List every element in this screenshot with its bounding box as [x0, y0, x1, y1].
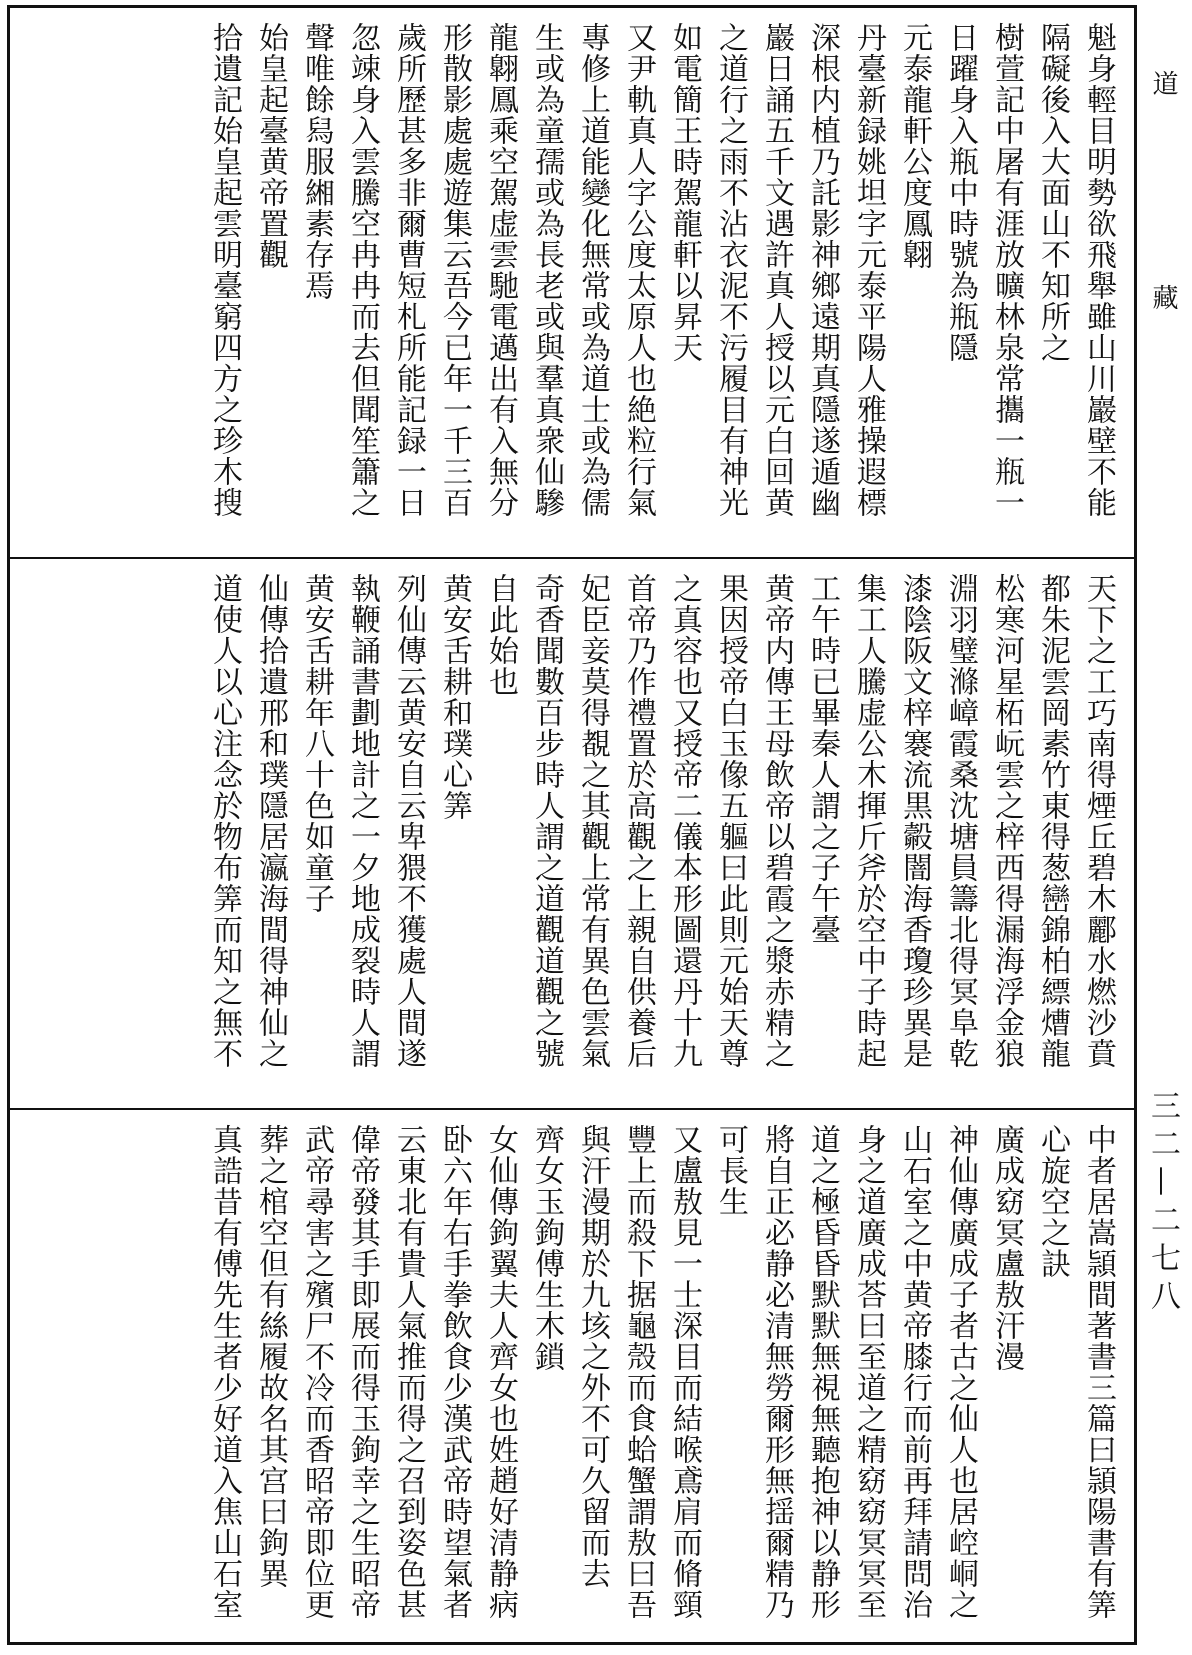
text-column: 中者居嵩頴間著書三篇曰頴陽書有筭	[1081, 1124, 1116, 1620]
text-column: 道之極昏昏默默無視無聽抱神以静形	[805, 1124, 840, 1620]
text-column: 齊女玉鉤傅生木鎖	[529, 1124, 564, 1372]
column-group	[20, 573, 1120, 1100]
text-column: 山石室之中黄帝膝行而前再拜請問治	[897, 1124, 932, 1620]
page-number: 三二—二七八	[1145, 1090, 1180, 1318]
text-column: 神仙傳廣成子者古之仙人也居崆峒之	[943, 1124, 978, 1620]
text-column: 松寒河星柘岏雲之梓西得漏海浮金狼	[989, 573, 1024, 1069]
side-margin	[1142, 0, 1192, 1655]
text-panel-middle	[10, 559, 1134, 1110]
text-column: 女仙傳鉤翼夫人齊女也姓趙好清静病	[483, 1124, 518, 1620]
text-column: 深根内植乃託影神鄉遠期真隱遂遁幽	[805, 22, 840, 518]
text-column: 如電簡王時駕龍軒以昇天	[667, 22, 702, 363]
text-column: 真誥昔有傅先生者少好道入焦山石室	[207, 1124, 242, 1620]
text-column: 隔礙後入大面山不知所之	[1035, 22, 1070, 363]
text-column: 執鞭誦書劃地計之一夕地成裂時人謂	[345, 573, 380, 1069]
text-column: 聲唯餘舄服緗素存焉	[299, 22, 334, 301]
text-column: 首帝乃作禮置於高觀之上親自供養后	[621, 573, 656, 1069]
text-column: 集工人騰虚公木揮斤斧於空中子時起	[851, 573, 886, 1069]
text-column: 又盧敖見一士深目而結喉鳶肩而脩頸	[667, 1124, 702, 1620]
text-column: 專修上道能變化無常或為道士或為儒	[575, 22, 610, 518]
text-column: 葬之棺空但有絲履故名其宫曰鉤異	[253, 1124, 288, 1589]
text-column: 都朱泥雲岡素竹東得葱巒錦柏縹㷮龍	[1035, 573, 1070, 1069]
text-column: 魁身輕目明勢欲飛舉雖山川巖壁不能	[1081, 22, 1116, 518]
text-column: 心旋空之訣	[1035, 1124, 1070, 1279]
column-group	[20, 22, 1120, 549]
text-column: 偉帝發其手即展而得玉鉤幸之生昭帝	[345, 1124, 380, 1620]
text-column: 仙傳拾遺邢和璞隱居瀛海間得神仙之	[253, 573, 288, 1069]
text-column: 形散影處處遊集云吾今已年一千三百	[437, 22, 472, 518]
text-column: 黄安舌耕和璞心筭	[437, 573, 472, 821]
text-column: 漆陰阪文梓褰流黒㲉闇海香瓊珍異是	[897, 573, 932, 1069]
text-panel-top	[10, 8, 1134, 559]
text-column: 又尹軌真人字公度太原人也絶粒行氣	[621, 22, 656, 518]
text-column: 丹臺新録姚坦字元泰平陽人雅操遐標	[851, 22, 886, 518]
text-column: 日躍身入瓶中時號為瓶隱	[943, 22, 978, 363]
text-column: 自此始也	[483, 573, 518, 697]
text-column: 樹萱記中屠有涯放曠林泉常攜一瓶一	[989, 22, 1024, 518]
text-column: 拾遺記始皇起雲明臺窮四方之珍木搜	[207, 22, 242, 518]
text-column: 巖日誦五千文遇許真人授以元白回黄	[759, 22, 794, 518]
column-group	[20, 1124, 1120, 1634]
text-column: 歲所歷甚多非爾曹短札所能記録一日	[391, 22, 426, 518]
text-column: 生或為童孺或為長老或與羣真衆仙驂	[529, 22, 564, 518]
text-column: 之道行之雨不沾衣泥不污履目有神光	[713, 22, 748, 518]
text-column: 妃臣妾莫得覩之其觀上常有異色雲氣	[575, 573, 610, 1069]
page-frame	[7, 5, 1137, 1645]
text-column: 與汗漫期於九垓之外不可久留而去	[575, 1124, 610, 1589]
text-column: 黄帝内傳王母飲帝以碧霞之漿赤精之	[759, 573, 794, 1069]
text-column: 廣成窈冥盧敖汗漫	[989, 1124, 1024, 1372]
text-column: 將自正必静必清無勞爾形無揺爾精乃	[759, 1124, 794, 1620]
text-column: 黄安舌耕年八十色如童子	[299, 573, 334, 914]
text-column: 之真容也又授帝二儀本形圖還丹十九	[667, 573, 702, 1069]
text-column: 忽竦身入雲騰空冉冉而去但聞笙簫之	[345, 22, 380, 518]
text-column: 豐上而殺下据龜殼而食蛤蟹謂敖曰吾	[621, 1124, 656, 1620]
book-title: 道 藏	[1148, 70, 1178, 401]
text-column: 始皇起臺黄帝置觀	[253, 22, 288, 270]
text-column: 卧六年右手拳飲食少漢武帝時望氣者	[437, 1124, 472, 1620]
text-column: 工午時已畢秦人謂之子午臺	[805, 573, 840, 945]
text-column: 可長生	[713, 1124, 748, 1217]
text-column: 果因授帝白玉像五軀曰此則元始天尊	[713, 573, 748, 1069]
text-column: 奇香聞數百步時人謂之道觀道觀之號	[529, 573, 564, 1069]
text-column: 云東北有貴人氣推而得之召到姿色甚	[391, 1124, 426, 1620]
text-column: 列仙傳云黄安自云卑猥不獲處人間遂	[391, 573, 426, 1069]
text-column: 身之道廣成荅曰至道之精窈窈冥冥至	[851, 1124, 886, 1620]
text-column: 武帝尋害之殯尸不冷而香昭帝即位更	[299, 1124, 334, 1620]
text-column: 元泰龍軒公度鳳翺	[897, 22, 932, 270]
text-column: 道使人以心注念於物布筭而知之無不	[207, 573, 242, 1069]
text-panel-bottom	[10, 1110, 1134, 1642]
text-column: 龍翺鳳乘空駕虚雲馳電邁出有入無分	[483, 22, 518, 518]
text-column: 淵羽璧滌嶂霞桑沈塘員籌北得冥阜乾	[943, 573, 978, 1069]
text-column: 天下之工巧南得煙丘碧木酈水燃沙賁	[1081, 573, 1116, 1069]
